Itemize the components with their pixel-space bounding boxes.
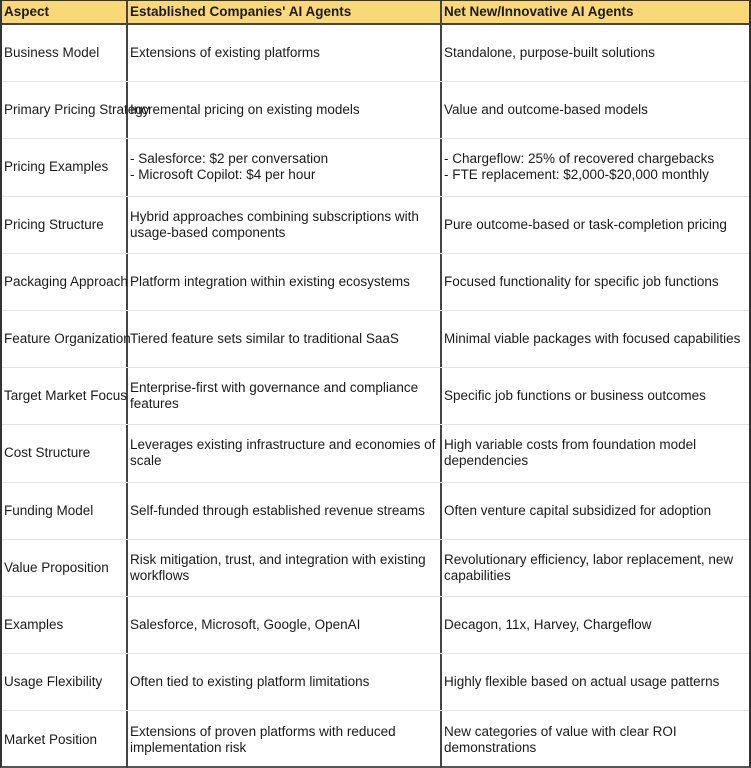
cell-aspect (2, 368, 128, 424)
cell-established-text: Leverages existing infrastructure and economies of scale (130, 437, 436, 469)
cell-innovative (442, 654, 749, 710)
cell-established (128, 711, 442, 768)
cell-established (128, 25, 442, 81)
cell-aspect (2, 654, 128, 710)
header-aspect: Aspect (2, 1, 128, 23)
cell-established-text: Enterprise-first with governance and compliance features (130, 380, 419, 412)
cell-innovative-text: High variable costs from foundation model dependencies (444, 437, 697, 469)
cell-innovative-text: Highly flexible based on actual usage patterns (444, 674, 720, 690)
cell-aspect (2, 597, 128, 653)
table-row (2, 311, 749, 368)
cell-innovative (442, 711, 749, 768)
cell-aspect-text: Feature Organization (4, 331, 131, 347)
cell-aspect-text: Business Model (4, 45, 100, 61)
table-row (2, 25, 749, 82)
cell-aspect (2, 197, 128, 253)
cell-innovative-text: Focused functionality for specific job functions (444, 273, 719, 289)
table-row (2, 254, 749, 311)
cell-aspect-text: Pricing Examples (4, 159, 109, 175)
cell-aspect-text: Target Market Focus (4, 388, 128, 404)
cell-established-text: Risk mitigation, trust, and integration with existing workflows (130, 551, 426, 583)
cell-innovative-text: Often venture capital subsidized for adoption (444, 502, 712, 518)
cell-established-text: Tiered feature sets similar to traditional SaaS (130, 331, 399, 347)
cell-established-text: Often tied to existing platform limitations (130, 674, 370, 690)
cell-innovative-text: Specific job functions or business outcomes (444, 388, 706, 404)
cell-innovative (442, 540, 749, 596)
cell-innovative (442, 254, 749, 310)
cell-innovative (442, 197, 749, 253)
cell-innovative (442, 139, 749, 195)
cell-innovative-text: Minimal viable packages with focused capabilities (444, 331, 741, 347)
cell-innovative (442, 483, 749, 539)
table-row (2, 711, 749, 768)
cell-aspect (2, 139, 128, 195)
table-row (2, 425, 749, 482)
cell-innovative (442, 368, 749, 424)
cell-established (128, 254, 442, 310)
cell-aspect-text: Cost Structure (4, 445, 91, 461)
table-row (2, 139, 749, 196)
cell-innovative-text: Revolutionary efficiency, labor replacement, new capabilities (444, 551, 734, 583)
cell-aspect (2, 82, 150, 138)
cell-established (128, 540, 442, 596)
cell-innovative (442, 597, 749, 653)
cell-aspect (2, 425, 128, 481)
cell-aspect (2, 311, 131, 367)
cell-established-text: Extensions of proven platforms with reduced implementation risk (130, 723, 396, 755)
cell-aspect-text: Primary Pricing Strategy (4, 102, 150, 118)
cell-aspect-text: Value Proposition (4, 559, 109, 575)
cell-aspect-text: Examples (4, 616, 64, 632)
cell-established (128, 197, 442, 253)
cell-established (128, 597, 442, 653)
cell-established-text: Hybrid approaches combining subscriptions with usage-based components (130, 208, 419, 240)
table-row (2, 540, 749, 597)
table-row (2, 483, 749, 540)
cell-aspect (2, 711, 128, 768)
cell-innovative-text: Standalone, purpose-built solutions (444, 45, 655, 61)
cell-innovative-text: Value and outcome-based models (444, 102, 648, 118)
table-row (2, 197, 749, 254)
cell-established (128, 82, 442, 138)
cell-aspect-text: Packaging Approach (4, 273, 128, 289)
table-header (2, 1, 749, 25)
table-row (2, 82, 749, 139)
cell-established (128, 139, 442, 195)
cell-innovative (442, 82, 749, 138)
cell-aspect-text: Pricing Structure (4, 216, 104, 232)
cell-innovative-text: Decagon, 11x, Harvey, Chargeflow (444, 616, 652, 632)
cell-innovative-text: - Chargeflow: 25% of recovered chargebacks - FTE replacement: $2,000-$20,000 monthly (444, 151, 715, 183)
cell-established (128, 425, 442, 481)
cell-innovative (442, 25, 749, 81)
cell-aspect (2, 483, 128, 539)
cell-established-text: Platform integration within existing ecosystems (130, 273, 410, 289)
cell-established-text: Extensions of existing platforms (130, 45, 320, 61)
header-innovative: Net New/Innovative AI Agents (444, 4, 634, 19)
table-row (2, 654, 749, 711)
cell-established (128, 654, 442, 710)
cell-aspect (2, 254, 128, 310)
cell-aspect (2, 540, 128, 596)
cell-established (128, 368, 442, 424)
cell-established (128, 483, 442, 539)
cell-aspect-text: Funding Model (4, 502, 94, 518)
cell-innovative (442, 425, 749, 481)
table-row (2, 597, 749, 654)
cell-established-text: Salesforce, Microsoft, Google, OpenAI (130, 616, 361, 632)
cell-aspect (2, 25, 128, 81)
cell-established-text: - Salesforce: $2 per conversation - Microsoft Copilot: $4 per hour (130, 151, 329, 183)
table-row (2, 368, 749, 425)
cell-established-text: Incremental pricing on existing models (130, 102, 360, 118)
cell-established (128, 311, 442, 367)
cell-aspect-text: Usage Flexibility (4, 674, 103, 690)
cell-innovative-text: New categories of value with clear ROI demonstrations (444, 723, 677, 755)
header-established: Established Companies' AI Agents (128, 1, 442, 23)
cell-innovative (442, 311, 749, 367)
cell-established-text: Self-funded through established revenue streams (130, 502, 425, 518)
cell-aspect-text: Market Position (4, 731, 98, 747)
cell-innovative-text: Pure outcome-based or task-completion pricing (444, 216, 727, 232)
